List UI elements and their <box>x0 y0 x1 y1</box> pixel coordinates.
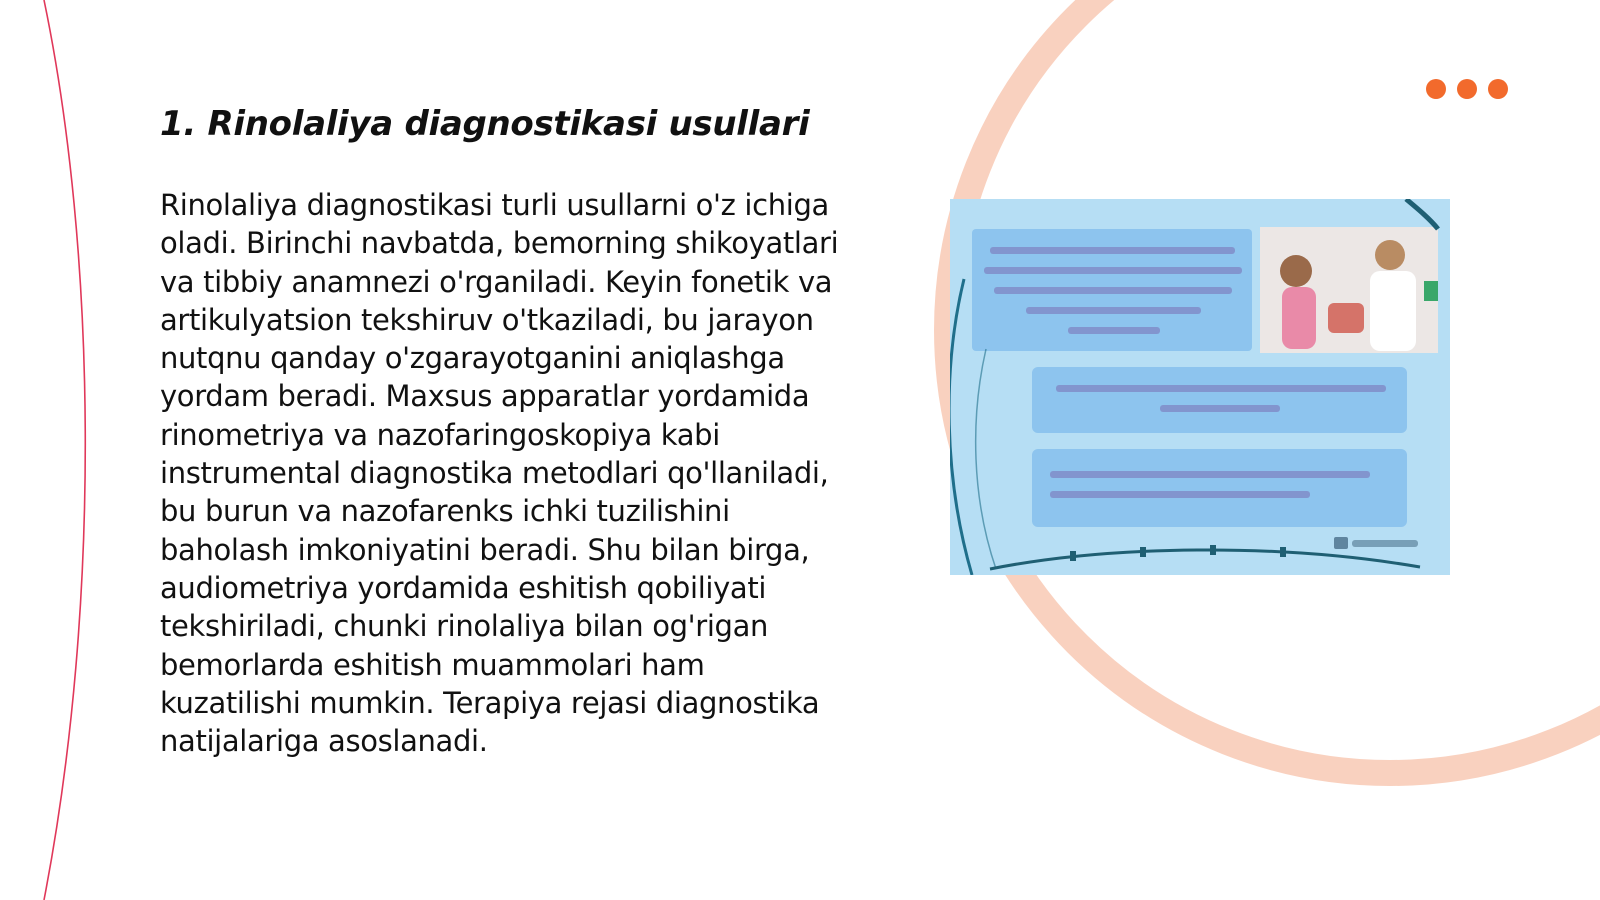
slide-title: 1. Rinolaliya diagnostikasi usullari <box>160 104 810 144</box>
left-curve-line <box>44 0 85 900</box>
diagnosis-illustration <box>950 199 1450 575</box>
dot-3 <box>1488 79 1508 99</box>
three-dots-icon <box>1426 79 1446 99</box>
slide-body-text: Rinolaliya diagnostikasi turli usullarni o'z ichiga oladi. Birinchi navbatda, bemorning shikoyatlari va tibbiy anamnezi o'rganiladi. Keyin fonetik va artikulyatsion tekshiruv o'tkaziladi, bu jarayon nutqnu qanday o'zgarayotganini aniqlashga yordam beradi. Maxsus apparatlar yordamida rinometriya va nazofaringoskopiya kabi instrumental diagnostika metodlari qo'llaniladi, bu burun va nazofarenks ichki tuzilishini baholash imkoniyatini beradi. Shu bilan birga, audiometriya yordamida eshitish qobiliyati tekshiriladi, chunki rinolaliya bilan og'rigan bemorlarda eshitish muammolari ham kuzatilishi mumkin. Terapiya rejasi diagnostika natijalariga asoslanadi. <box>160 188 839 759</box>
menu-dots[interactable] <box>1426 79 1508 99</box>
dot-2 <box>1457 79 1477 99</box>
